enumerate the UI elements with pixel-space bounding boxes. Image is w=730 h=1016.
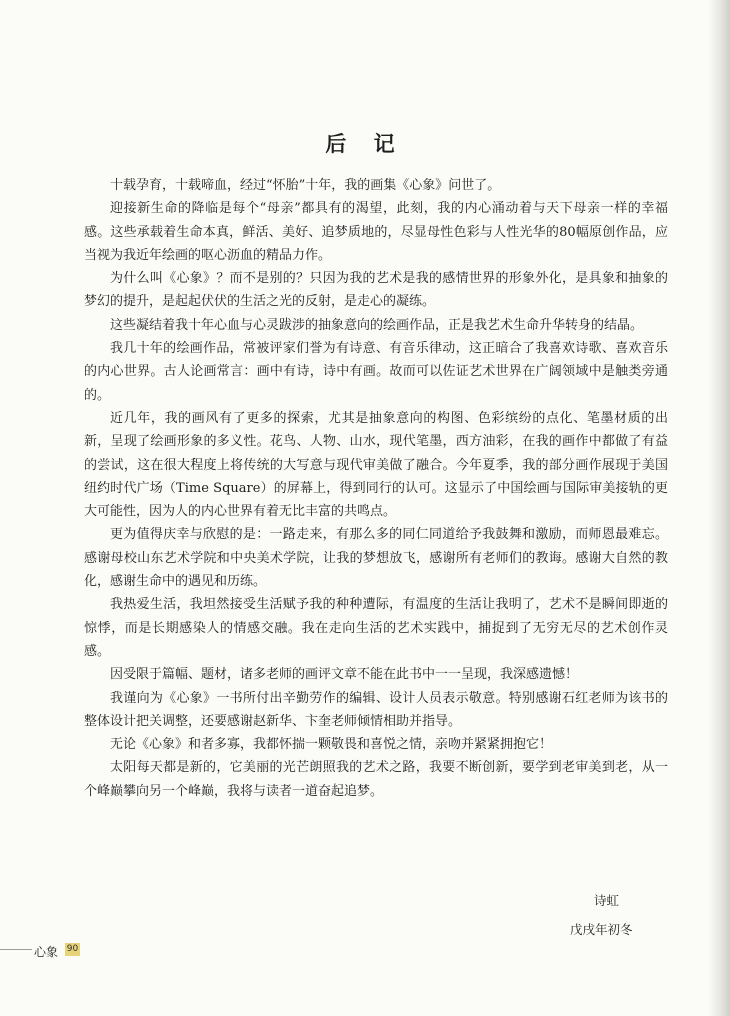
- paragraph: 太阳每天都是新的，它美丽的光芒朗照我的艺术之路，我要不断创新，要学到老审美到老，从一个峰巅攀向另一个峰巅，我将与读者一道奋起追梦。: [84, 760, 668, 799]
- author-signature: 诗虹: [594, 893, 620, 908]
- footer-rule: [0, 949, 32, 950]
- paragraph: 为什么叫《心象》？而不是别的？只因为我的艺术是我的感情世界的形象外化，是具象和抽象的梦幻的提升，是起起伏伏的生活之光的反射，是走心的凝练。: [84, 271, 668, 310]
- paragraph: 这些凝结着我十年心血与心灵跋涉的抽象意向的绘画作品，正是我艺术生命升华转身的结晶。: [110, 317, 644, 333]
- paragraph: 我几十年的绘画作品，常被评家们誉为有诗意、有音乐律动，这正暗合了我喜欢诗歌、喜欢音乐的内心世界。古人论画常言：画中有诗，诗中有画。故而可以佐证艺术世界在广阔领域中是触类旁通的。: [84, 341, 668, 403]
- paragraph: 近几年，我的画风有了更多的探索，尤其是抽象意向的构图、色彩缤纷的点化、笔墨材质的出新，呈现了绘画形象的多义性。花鸟、人物、山水，现代笔墨，西方油彩，在我的画作中都做了有益的尝试，这在很大程度上将传统的大写意与现代审美做了融合。今年夏季，我的部分画作展现于美国纽约时代广场（Time Square）的屏幕上，得到同行的认可。这显示了中国绘画与国际审美接轨的更大可能性，因为人的内心世界有着无比丰富的共鸣点。: [84, 410, 668, 520]
- paragraph: 因受限于篇幅、题材，诸多老师的画评文章不能在此书中一一呈现，我深感遗憾！: [110, 667, 579, 683]
- paragraph: 十载孕育，十载啼血，经过“怀胎”十年，我的画集《心象》问世了。: [110, 178, 501, 193]
- page-title: 后 记: [325, 131, 405, 156]
- footer-book-name: 心象: [34, 945, 59, 959]
- signature-date: 戊戌年初冬: [570, 922, 633, 937]
- paragraph: 迎接新生命的降临是每个“母亲”都具有的渴望，此刻，我的内心涌动着与天下母亲一样的幸福感。这些承载着生命本真，鲜活、美好、追梦质地的，尽显母性色彩与人性光华的80幅原创作品，应当视为我近年绘画的呕心沥血的精品力作。: [84, 201, 668, 263]
- paragraph: 更为值得庆幸与欣慰的是：一路走来，有那么多的同仁同道给予我鼓舞和激励，而师恩最难忘。感谢母校山东艺术学院和中央美术学院，让我的梦想放飞，感谢所有老师们的教诲。感谢大自然的教化，感谢生命中的遇见和历练。: [84, 527, 668, 590]
- paragraph: 我热爱生活，我坦然接受生活赋予我的种种遭际，有温度的生活让我明了，艺术不是瞬间即逝的惊悸，而是长期感染人的情感交融。我在走向生活的艺术实践中，捕捉到了无穷无尽的艺术创作灵感。: [84, 597, 668, 659]
- afterword-body: [84, 174, 668, 803]
- page-number-badge: 90: [66, 944, 79, 954]
- paragraph: 无论《心象》和者多寡，我都怀揣一颗敬畏和喜悦之情，亲吻并紧紧拥抱它！: [110, 737, 553, 753]
- paragraph: 我谨向为《心象》一书所付出辛勤劳作的编辑、设计人员表示敬意。特别感谢石红老师为该书的整体设计把关调整，还要感谢赵新华、卞奎老师倾情相助并指导。: [84, 690, 668, 729]
